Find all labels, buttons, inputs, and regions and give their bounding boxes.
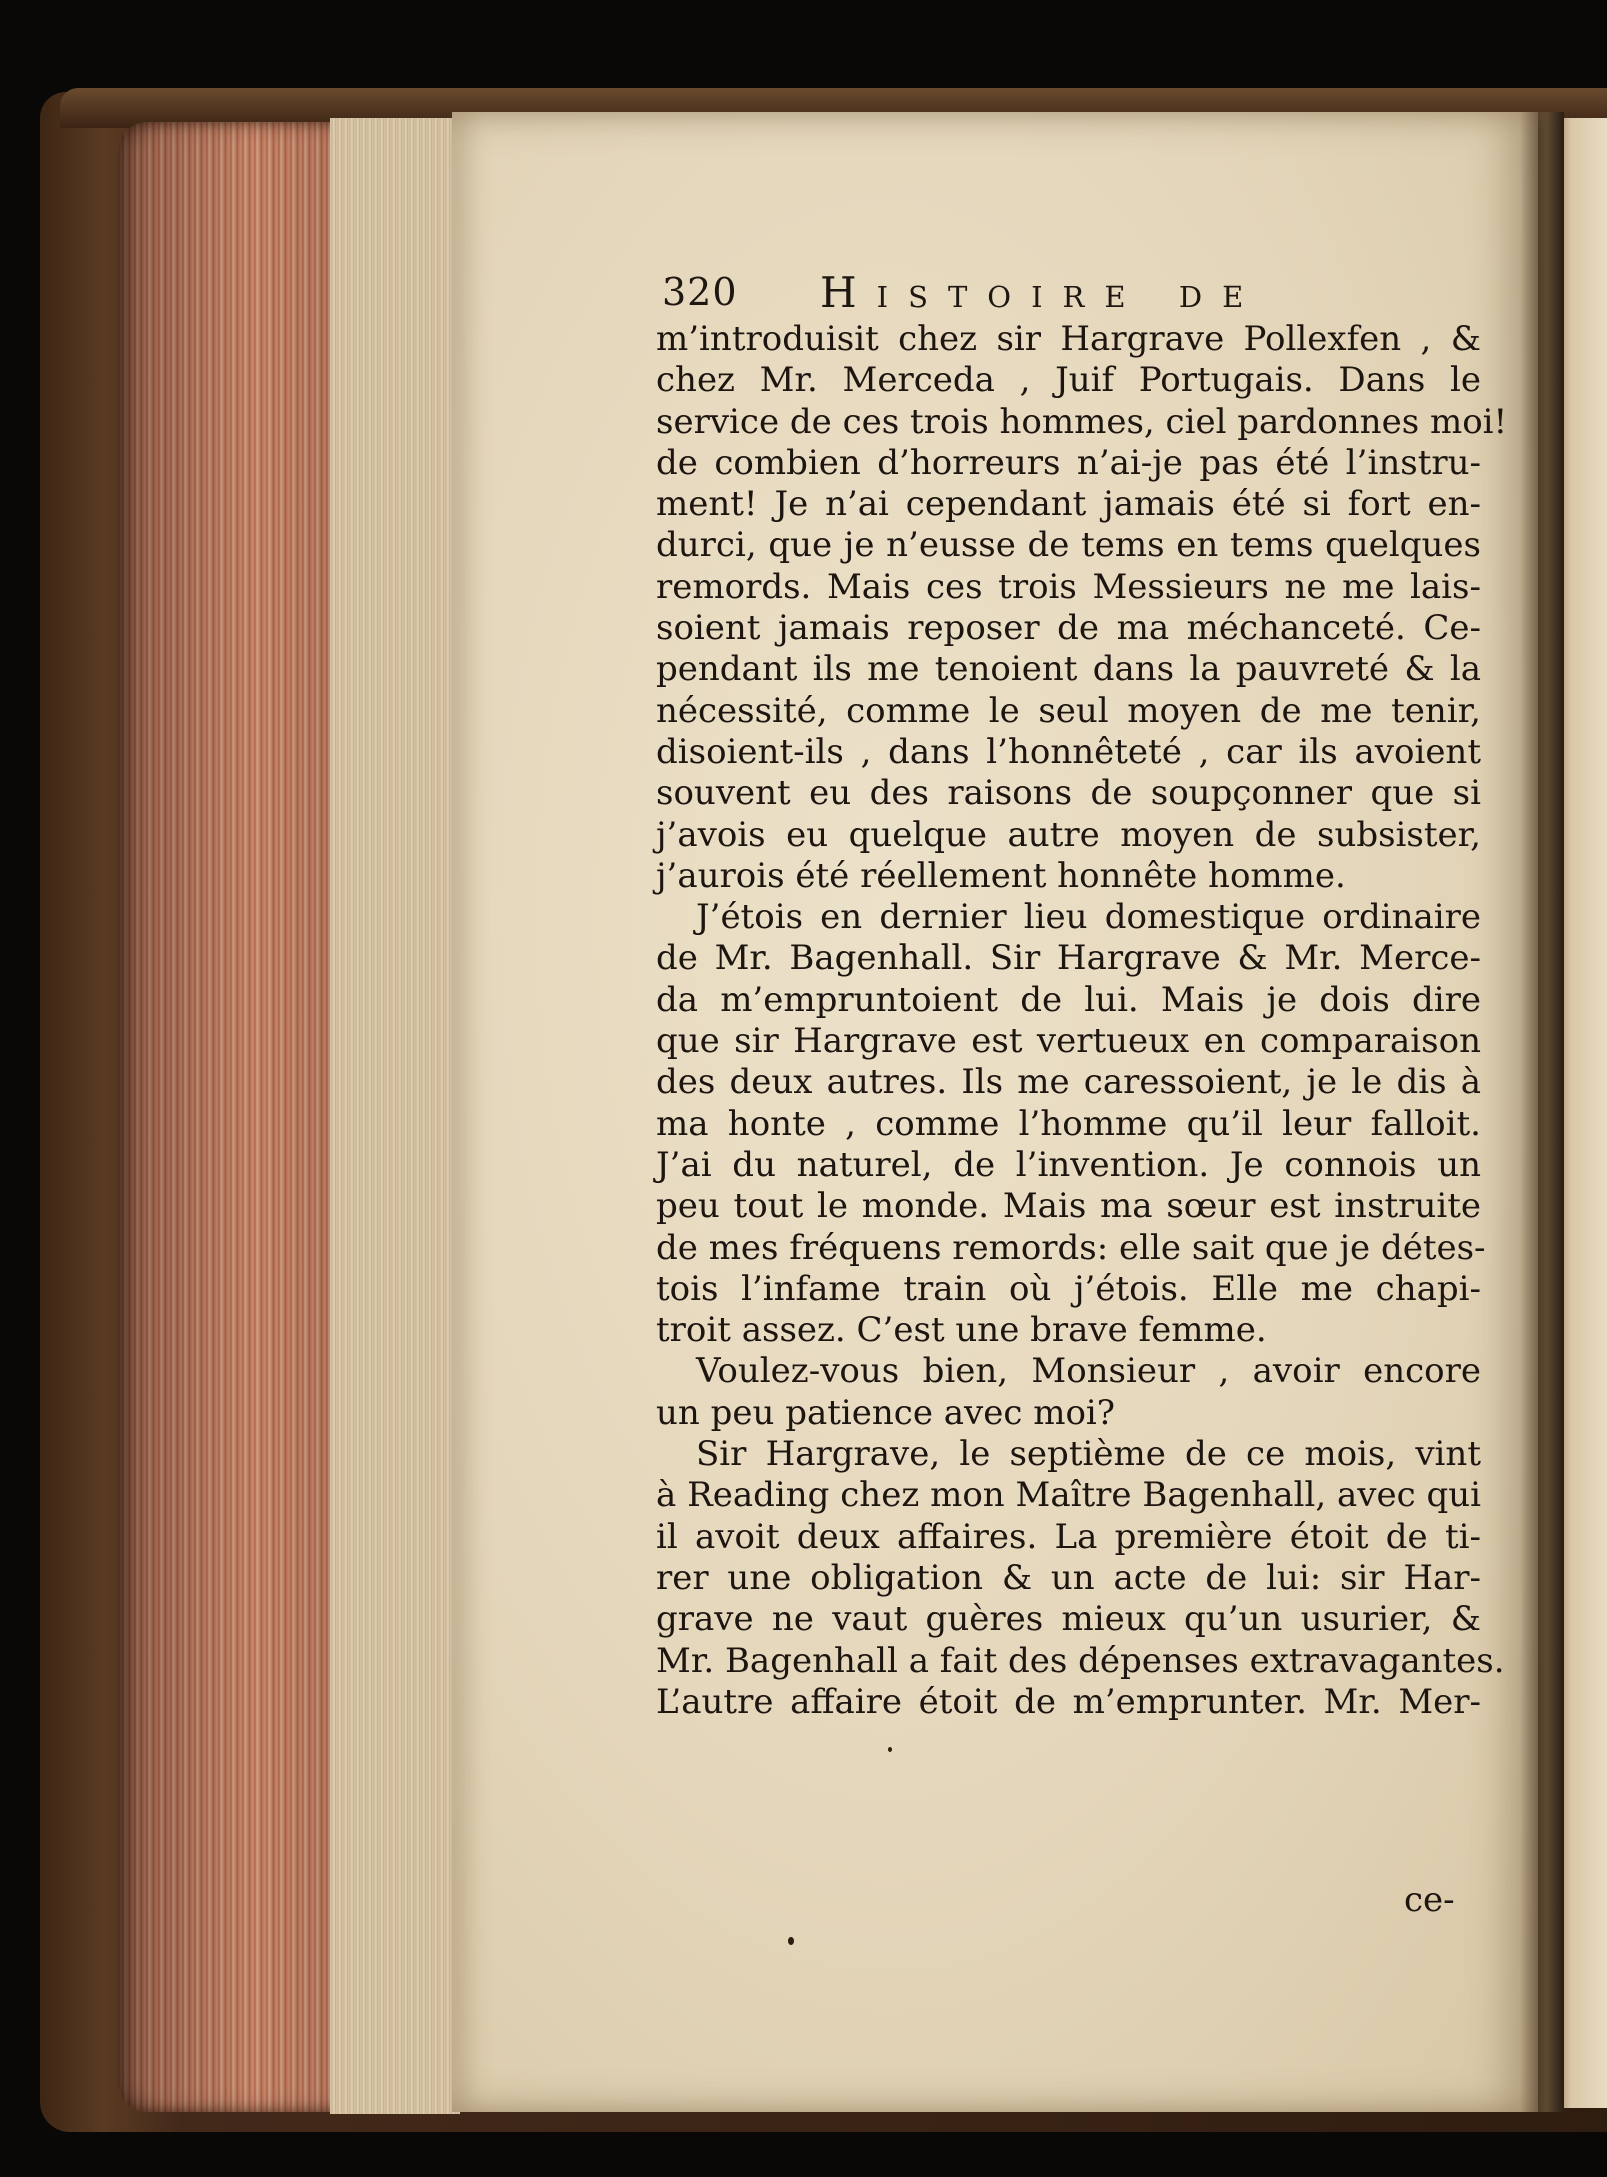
- text-line: L’autre affaire étoit de m’emprunter. Mr. Mer-: [656, 1681, 1481, 1722]
- text-line: de mes fréquens remords: elle sait que je détes-: [656, 1227, 1486, 1268]
- text-line: que sir Hargrave est vertueux en comparaison: [656, 1021, 1481, 1062]
- text-line: Mr. Bagenhall a fait des dépenses extravagantes.: [656, 1640, 1505, 1681]
- paper-speck: [788, 1937, 794, 1945]
- text-line: pendant ils me tenoient dans la pauvreté & la: [656, 649, 1481, 690]
- text-line: rer une obligation & un acte de lui: sir Har-: [656, 1557, 1481, 1598]
- page-edges-inner: [330, 118, 460, 2114]
- text-line: J’ai du naturel, de l’invention. Je connois un: [656, 1144, 1481, 1185]
- page-gutter-shadow: [1520, 112, 1564, 2112]
- running-head: Histoire de: [820, 268, 1264, 317]
- text-line: Voulez-vous bien, Monsieur , avoir encore: [696, 1351, 1481, 1392]
- text-line: peu tout le monde. Mais ma sœur est instruite: [656, 1186, 1481, 1227]
- text-line: chez Mr. Merceda , Juif Portugais. Dans le: [656, 360, 1481, 401]
- text-line: m’introduisit chez sir Hargrave Pollexfen , &: [656, 319, 1481, 359]
- text-line: da m’empruntoient de lui. Mais je dois dire: [656, 979, 1481, 1020]
- text-line: ma honte , comme l’homme qu’il leur falloit.: [656, 1103, 1481, 1144]
- text-line: j’aurois été réellement honnête homme.: [656, 855, 1346, 896]
- text-line: des deux autres. Ils me caressoient, je le dis à: [656, 1062, 1481, 1103]
- text-line: j’avois eu quelque autre moyen de subsister,: [656, 814, 1481, 855]
- text-line: troit assez. C’est une brave femme.: [656, 1310, 1267, 1351]
- text-line: à Reading chez mon Maître Bagenhall, avec qui: [656, 1475, 1481, 1516]
- text-line: il avoit deux affaires. La première étoit de ti-: [656, 1516, 1481, 1557]
- paper-speck: [888, 1747, 892, 1752]
- text-line: de combien d’horreurs n’ai-je pas été l’instru-: [656, 442, 1481, 483]
- page-header: [662, 262, 1482, 322]
- text-line: durci, que je n’eusse de tems en tems quelques: [656, 525, 1481, 566]
- text-line: disoient-ils , dans l’honnêteté , car ils avoient: [656, 731, 1481, 772]
- text-line: remords. Mais ces trois Messieurs ne me lais-: [656, 566, 1481, 607]
- text-line: un peu patience avec moi?: [656, 1392, 1116, 1433]
- text-line: Sir Hargrave, le septième de ce mois, vint: [696, 1434, 1481, 1475]
- text-line: tois l’infame train où j’étois. Elle me chapi-: [656, 1268, 1481, 1309]
- catchword: ce-: [1404, 1880, 1455, 1920]
- text-line: de Mr. Bagenhall. Sir Hargrave & Mr. Merce-: [656, 938, 1481, 979]
- text-line: souvent eu des raisons de soupçonner que si: [656, 773, 1481, 814]
- book-page: [452, 112, 1538, 2112]
- text-line: J’étois en dernier lieu domestique ordinaire: [696, 897, 1481, 938]
- text-line: service de ces trois hommes, ciel pardonnes moi!: [656, 401, 1508, 442]
- text-line: nécessité, comme le seul moyen de me tenir,: [656, 690, 1481, 731]
- text-line: grave ne vaut guères mieux qu’un usurier, &: [656, 1599, 1481, 1640]
- text-line: soient jamais reposer de ma méchanceté. Ce-: [656, 608, 1481, 649]
- text-line: ment! Je n’ai cependant jamais été si fort en-: [656, 484, 1481, 525]
- body-text: [656, 319, 1508, 1723]
- page-number: 320: [662, 270, 738, 314]
